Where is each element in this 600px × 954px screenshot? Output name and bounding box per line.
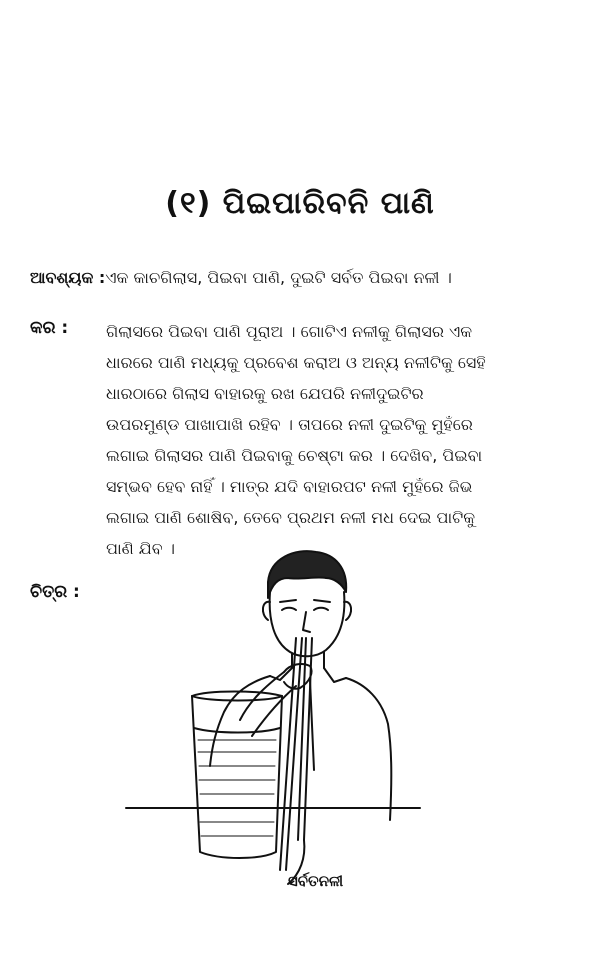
figure-label: ଚିତ୍ର : xyxy=(30,582,80,602)
requirements-line xyxy=(30,268,590,288)
method-paragraph xyxy=(106,316,576,564)
requirements-text: ଏକ କାଚଗିଲାସ, ପିଇବା ପାଣି, ଦୁଇଟି ସର୍ବତ ପିଇବା ନଳୀ । xyxy=(105,268,452,287)
requirements-label: ଆବଶ୍ୟକ : xyxy=(30,268,106,287)
method-line: ଲଗାଇ ପାଣି ଶୋଷିବ, ତେବେ ପ୍ରଥମ ନଳୀ ମଧ ଦେଇ ପାଟିକୁ xyxy=(106,508,476,527)
method-line: ସମ୍ଭବ ହେବ ନାହିଁ । ମାତ୍ର ଯଦି ବାହାରପଟ ନଳୀ ମୁହଁରେ ଜିଭ xyxy=(106,477,473,496)
method-line: ପାଣି ଯିବ । xyxy=(106,539,175,558)
method-label: କର : xyxy=(30,318,69,338)
method-line: ଉପରମୁଣ୍ଡ ପାଖାପାଖି ରହିବ । ତାପରେ ନଳୀ ଦୁଇଟିକୁ ମୁହଁରେ xyxy=(106,415,473,434)
method-line: ଧାରଠାରେ ଗିଲାସ ବାହାରକୁ ରଖ ଯେପରି ନଳୀଦୁଇଟିର xyxy=(106,384,424,403)
boy-drinking-illustration xyxy=(120,540,440,910)
method-line: ଲଗାଇ ଗିଲାସର ପାଣି ପିଇବାକୁ ଚେଷ୍ଟା କର । ଦେଖିବ, ପିଇବା xyxy=(106,446,483,465)
figure-caption: ସର୍ବତନଳୀ xyxy=(288,872,344,890)
method-line: ଗିଲାସରେ ପିଇବା ପାଣି ପୂରାଅ । ଗୋଟିଏ ନଳୀକୁ ଗିଲାସର ଏକ xyxy=(106,322,473,341)
page-title: (୧) ପିଇପାରିବନି ପାଣି xyxy=(165,186,435,221)
method-line: ଧାରରେ ପାଣି ମଧ୍ୟକୁ ପ୍ରବେଶ କରାଅ ଓ ଅନ୍ୟ ନଳୀଟିକୁ ସେହି xyxy=(106,353,486,372)
